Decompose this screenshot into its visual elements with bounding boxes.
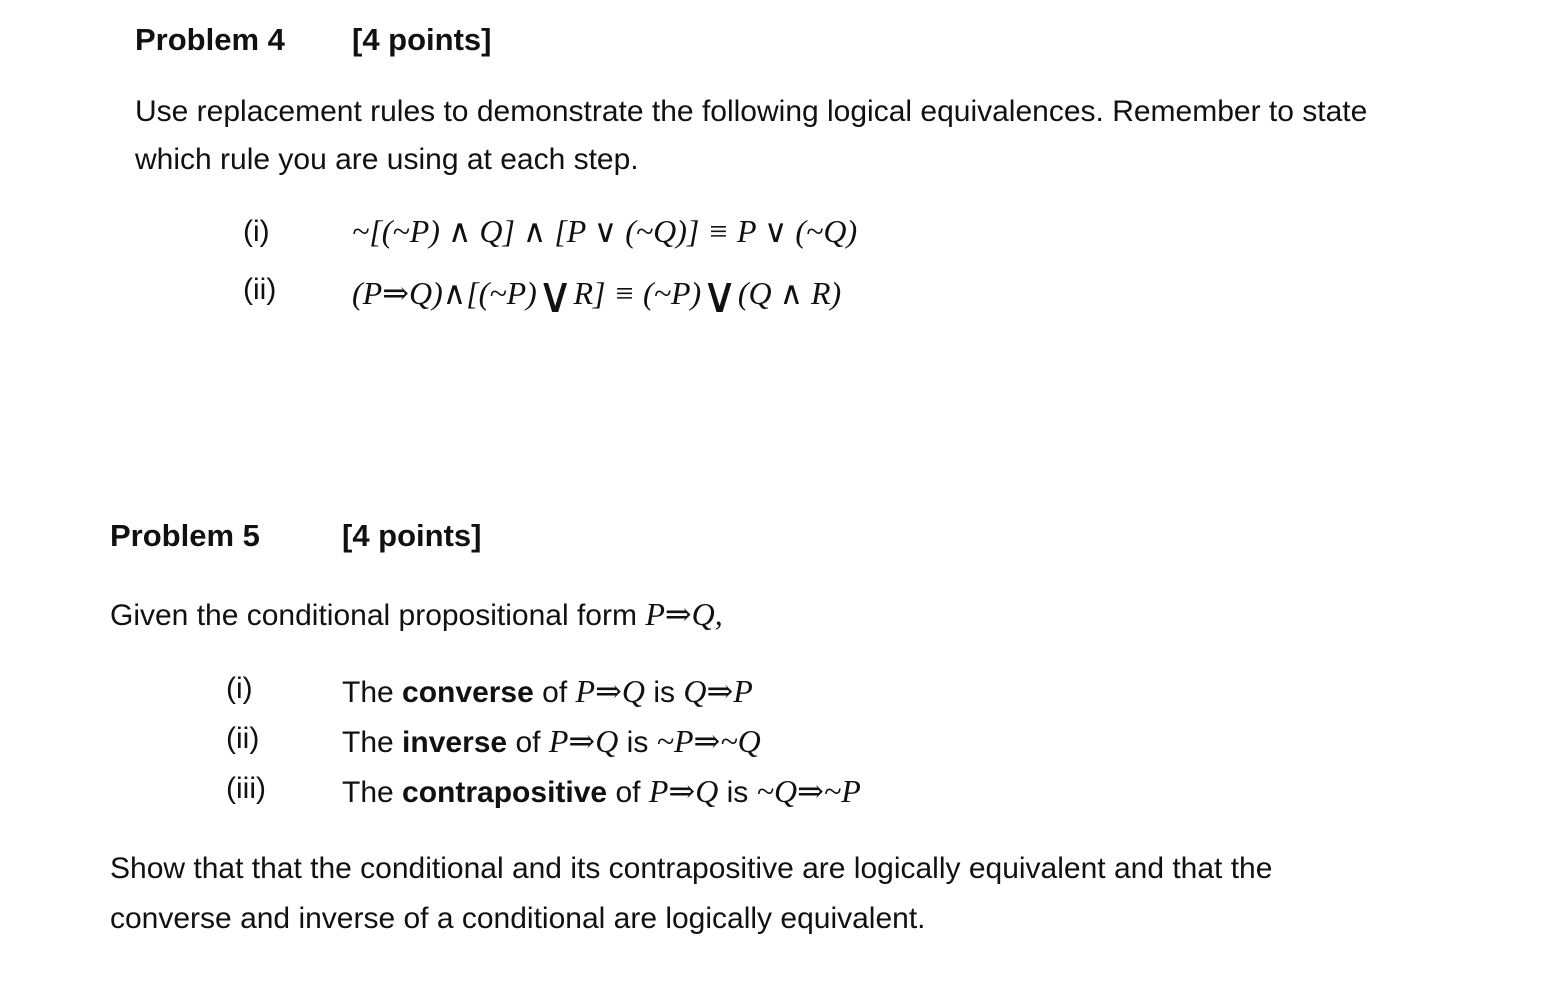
problem-5-heading: Problem 5 [110,518,260,553]
problem-5-points: [4 points] [342,518,482,553]
expression-part: R] ≡ (~P) [573,275,702,311]
problem-5-item-inverse [342,722,761,760]
problem-4-instructions-line-2: which rule you are using at each step. [135,143,639,176]
item-of: of [542,676,568,709]
problem-4-expression-ii [352,266,842,324]
problem-5-item-label: (iii) [226,772,266,805]
expression-part: (P⇒Q)∧[(~P) [352,275,537,311]
item-is: is [653,676,675,709]
problem-5-item-converse [342,672,753,710]
problem-5-item-contrapositive [342,772,861,810]
big-or-symbol: ∨ [536,266,574,324]
item-is: is [626,726,649,759]
problem-5-intro [110,590,723,640]
item-prefix: The [342,726,394,759]
problem-5-item-label: (i) [226,672,253,705]
item-prefix: The [342,776,394,809]
item-keyword: converse [402,676,534,709]
item-result: ~Q⇒~P [756,773,861,809]
problem-4-heading: Problem 4 [135,22,285,57]
item-keyword: inverse [402,726,508,759]
item-result: ~P⇒~Q [656,723,761,759]
problem-5-item-label: (ii) [226,722,260,755]
big-or-symbol: ∨ [701,266,738,324]
item-form: P⇒Q [648,773,719,809]
item-form: P⇒Q [548,723,619,759]
intro-math: P⇒Q, [645,596,723,632]
item-keyword: contrapositive [402,776,608,809]
item-of: of [615,776,641,809]
intro-text: Given the conditional propositional form [110,599,637,632]
item-prefix: The [342,676,394,709]
problem-4-item-label: (i) [243,215,270,248]
item-of: of [515,726,541,759]
problem-5-closing-line-1: Show that that the conditional and its contrapositive are logically equivalent and that the [110,852,1273,885]
item-result: Q⇒P [683,673,753,709]
problem-4-item-label: (ii) [243,273,277,306]
problem-4-instructions-line-1: Use replacement rules to demonstrate the following logical equivalences. Remember to state [135,95,1368,128]
problem-4-expression-i: ~[(~P) ∧ Q] ∧ [P ∨ (~Q)] ≡ P ∨ (~Q) [352,213,858,249]
item-form: P⇒Q [575,673,645,709]
problem-5-closing-line-2: converse and inverse of a conditional are logically equivalent. [110,902,926,935]
problem-4-points: [4 points] [352,22,492,57]
expression-part: (Q ∧ R) [737,275,842,311]
item-is: is [726,776,749,809]
